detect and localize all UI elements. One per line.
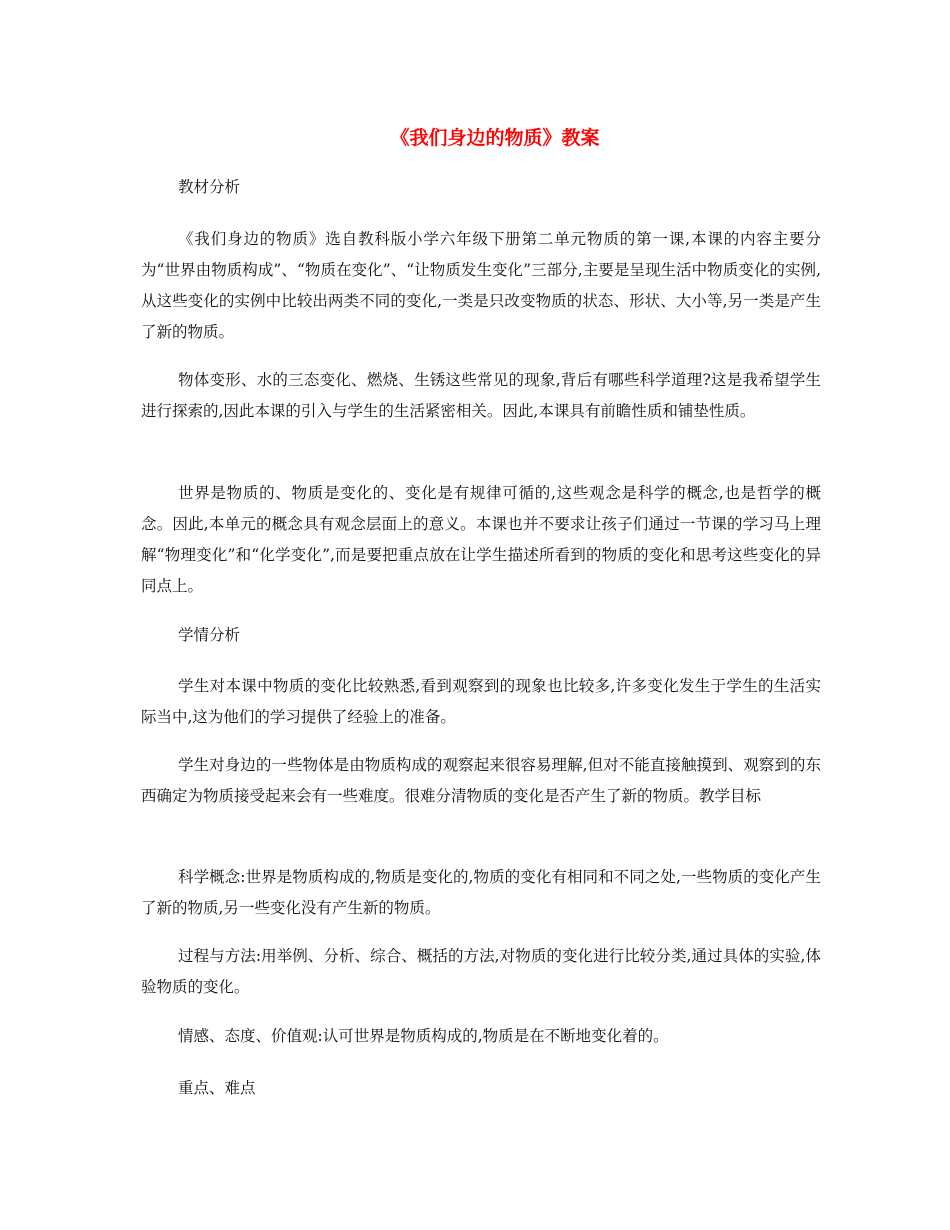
- paragraph: 科学概念:世界是物质构成的,物质是变化的,物质的变化有相同和不同之处,一些物质的变化产生了新的物质,另一些变化没有产生新的物质。: [141, 868, 821, 917]
- paragraph: 《我们身边的物质》选自教科版小学六年级下册第二单元物质的第一课,本课的内容主要分为“世界由物质构成”、“物质在变化”、“让物质发生变化”三部分,主要是呈现生活中物质变化的实例,从这些变化的实例中比较出两类不同的变化,一类是只改变物质的状态、形状、大小等,另一类是产生了新的物质。: [141, 230, 821, 341]
- paragraph: 世界是物质的、物质是变化的、变化是有规律可循的,这些观念是科学的概念,也是哲学的概念。因此,本单元的概念具有观念层面上的意义。本课也并不要求让孩子们通过一节课的学习马上理解“物理变化”和“化学变化”,而是要把重点放在让学生描述所看到的物质的变化和思考这些变化的异同点上。: [141, 484, 821, 595]
- page-title: 《我们身边的物质》教案: [390, 127, 600, 149]
- section-heading: 学情分析: [178, 626, 241, 644]
- section-heading: 重点、难点: [178, 1079, 256, 1097]
- paragraph: 学生对身边的一些物体是由物质构成的观察起来很容易理解,但对不能直接触摸到、观察到的东西确定为物质接受起来会有一些难度。很难分清物质的变化是否产生了新的物质。教学目标: [141, 756, 821, 805]
- paragraph: 物体变形、水的三态变化、燃烧、生锈这些常见的现象,背后有哪些科学道理?这是我希望学生进行探索的,因此本课的引入与学生的生活紧密相关。因此,本课具有前瞻性质和铺垫性质。: [141, 371, 821, 420]
- paragraph: 过程与方法:用举例、分析、综合、概括的方法,对物质的变化进行比较分类,通过具体的实验,体验物质的变化。: [141, 947, 821, 996]
- paragraph: 学生对本课中物质的变化比较熟悉,看到观察到的现象也比较多,许多变化发生于学生的生活实际当中,这为他们的学习提供了经验上的准备。: [141, 677, 821, 726]
- paragraph: 情感、态度、价值观:认可世界是物质构成的,物质是在不断地变化着的。: [178, 1027, 669, 1045]
- section-heading: 教材分析: [178, 178, 241, 196]
